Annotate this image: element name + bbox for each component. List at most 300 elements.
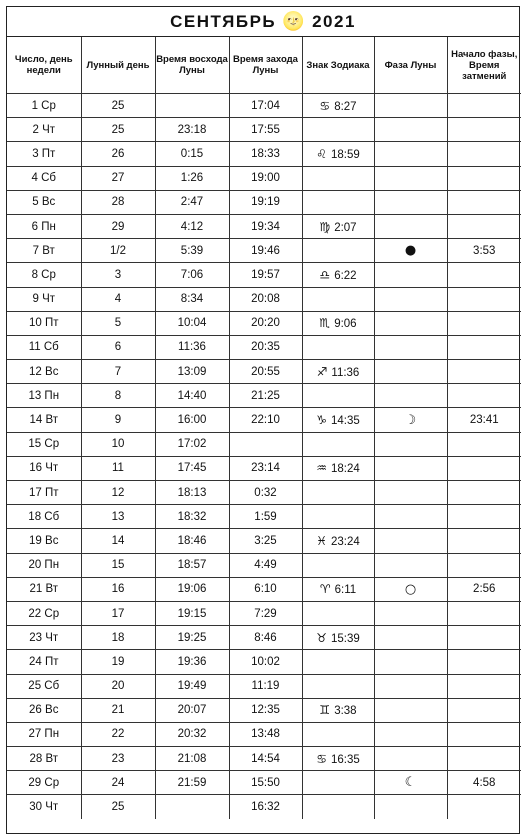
- cell-moonrise-value: 18:57: [177, 559, 207, 572]
- cell-moonset-value: 20:55: [251, 365, 280, 378]
- cell-date-value: 18 Сб: [28, 510, 60, 523]
- cell-moon-phase: [374, 118, 447, 142]
- cell-lunar-day: [81, 263, 155, 287]
- cell-moonrise-value: 17:02: [177, 438, 207, 451]
- cell-lunar-day: [81, 795, 155, 819]
- cell-phase-start-value: 2:56: [473, 583, 496, 596]
- cell-phase-start: [447, 698, 521, 722]
- cell-zodiac: [302, 481, 374, 505]
- cell-moonrise-value: 21:08: [177, 752, 207, 765]
- cell-zodiac: [302, 263, 374, 287]
- table-row: [7, 626, 521, 650]
- cell-moonrise: [155, 456, 229, 480]
- cell-moonrise: [155, 142, 229, 166]
- cell-lunar-day: [81, 505, 155, 529]
- table-row: [7, 142, 521, 166]
- table-row: [7, 190, 521, 214]
- cell-lunar-day: [81, 481, 155, 505]
- table-row: [7, 94, 521, 118]
- cell-phase-start: [447, 529, 521, 553]
- header-moonrise: Время восхода Луны: [155, 37, 229, 94]
- cell-moonset-value: 13:48: [251, 728, 280, 741]
- table-row: [7, 166, 521, 190]
- cell-date-value: 6 Пн: [31, 220, 56, 233]
- zodiac-sign-icon: ♑: [316, 413, 327, 428]
- cell-moonrise-value: 19:15: [177, 607, 207, 620]
- cell-moonset-value: 17:55: [251, 123, 280, 136]
- cell-phase-start-value: 4:58: [473, 776, 496, 789]
- cell-date-value: 19 Вс: [29, 534, 59, 547]
- cell-moonrise: [155, 505, 229, 529]
- table-row: [7, 674, 521, 698]
- cell-moonset: [229, 166, 302, 190]
- cell-lunar-day: [81, 432, 155, 456]
- cell-moonset: [229, 747, 302, 771]
- cell-lunar-day: [81, 408, 155, 432]
- cell-moonset-value: 6:10: [254, 583, 277, 596]
- cell-moonset-value: 7:29: [254, 607, 277, 620]
- cell-moonset-value: 19:19: [251, 196, 280, 209]
- cell-date: [7, 577, 81, 601]
- table-row: [7, 360, 521, 384]
- cell-lunar-day: [81, 335, 155, 359]
- cell-date: [7, 166, 81, 190]
- cell-lunar-day-value: 3: [114, 268, 122, 281]
- cell-moonset: [229, 239, 302, 263]
- cell-moon-phase-value: ☽: [404, 412, 417, 428]
- cell-date-value: 4 Сб: [31, 172, 56, 185]
- zodiac-time: 23:24: [330, 535, 360, 548]
- cell-zodiac: [302, 771, 374, 795]
- cell-moon-phase: [374, 795, 447, 819]
- cell-phase-start: [447, 456, 521, 480]
- cell-lunar-day: [81, 311, 155, 335]
- table-row: [7, 698, 521, 722]
- zodiac-sign-icon: ♈: [319, 582, 331, 597]
- cell-date: [7, 118, 81, 142]
- title-month: СЕНТЯБРЬ: [170, 11, 277, 31]
- cell-lunar-day-value: 18: [111, 631, 125, 644]
- header-moon-phase: Фаза Луны: [374, 37, 447, 94]
- table-row: [7, 287, 521, 311]
- cell-date: [7, 408, 81, 432]
- cell-phase-start: [447, 311, 521, 335]
- cell-lunar-day-value: 27: [111, 172, 125, 185]
- zodiac-time: 2:07: [334, 221, 357, 234]
- cell-zodiac: [302, 456, 374, 480]
- cell-moonset: [229, 722, 302, 746]
- cell-moonrise: [155, 577, 229, 601]
- cell-date: [7, 214, 81, 238]
- cell-moon-phase: [374, 650, 447, 674]
- cell-moonset: [229, 626, 302, 650]
- cell-lunar-day: [81, 722, 155, 746]
- cell-moonset: [229, 335, 302, 359]
- cell-lunar-day-value: 21: [111, 704, 125, 717]
- cell-lunar-day-value: 25: [111, 801, 125, 814]
- cell-moonrise: [155, 408, 229, 432]
- cell-moonrise: [155, 481, 229, 505]
- cell-moonset: [229, 650, 302, 674]
- cell-lunar-day-value: 13: [111, 510, 125, 523]
- cell-lunar-day-value: 28: [111, 196, 125, 209]
- cell-moonset: [229, 481, 302, 505]
- cell-zodiac: [302, 650, 374, 674]
- cell-lunar-day-value: 12: [111, 486, 125, 499]
- cell-date-value: 1 Ср: [31, 99, 56, 112]
- cell-moonset-value: 3:25: [254, 534, 277, 547]
- cell-moonrise-value: 19:49: [177, 680, 207, 693]
- table-row: [7, 263, 521, 287]
- cell-lunar-day: [81, 650, 155, 674]
- cell-moonrise: [155, 553, 229, 577]
- cell-moon-phase: [374, 553, 447, 577]
- cell-lunar-day: [81, 384, 155, 408]
- cell-date: [7, 311, 81, 335]
- cell-zodiac: [302, 626, 374, 650]
- cell-lunar-day-value: 11: [112, 462, 124, 475]
- cell-moonset-value: 16:32: [251, 801, 280, 814]
- cell-moonrise-value: 16:00: [177, 414, 207, 427]
- cell-moonrise: [155, 529, 229, 553]
- table-row: [7, 553, 521, 577]
- cell-zodiac: [302, 384, 374, 408]
- cell-moonset: [229, 214, 302, 238]
- cell-moonset-value: 14:54: [251, 752, 280, 765]
- table-body: [7, 94, 521, 819]
- cell-lunar-day: [81, 553, 155, 577]
- cell-date: [7, 553, 81, 577]
- zodiac-sign-icon: ♏: [319, 316, 331, 331]
- cell-zodiac: [302, 408, 374, 432]
- cell-moonrise-value: 19:25: [177, 631, 207, 644]
- cell-date-value: 30 Чт: [29, 801, 59, 814]
- cell-moon-phase: [374, 263, 447, 287]
- cell-date-value: 17 Пт: [28, 486, 59, 499]
- cell-moonrise: [155, 166, 229, 190]
- cell-lunar-day: [81, 626, 155, 650]
- cell-moonrise-value: 0:15: [180, 147, 204, 160]
- table-row: [7, 408, 521, 432]
- zodiac-sign-icon: ♐: [316, 364, 328, 379]
- cell-moon-phase: [374, 94, 447, 118]
- cell-moonrise-value: 20:07: [177, 704, 207, 717]
- cell-moon-phase: [374, 166, 447, 190]
- zodiac-time: 16:35: [330, 753, 360, 766]
- cell-lunar-day-value: 20: [111, 680, 125, 693]
- cell-zodiac: [302, 432, 374, 456]
- cell-moonrise: [155, 747, 229, 771]
- cell-phase-start: [447, 335, 521, 359]
- cell-phase-start-value: 23:41: [469, 414, 499, 427]
- table-row: [7, 505, 521, 529]
- cell-date-value: 25 Сб: [28, 680, 60, 693]
- cell-lunar-day: [81, 698, 155, 722]
- cell-moonset: [229, 601, 302, 625]
- cell-lunar-day: [81, 94, 155, 118]
- cell-phase-start: [447, 795, 521, 819]
- cell-phase-start: [447, 94, 521, 118]
- cell-date: [7, 722, 81, 746]
- cell-moon-phase: [374, 142, 447, 166]
- zodiac-sign-icon: ♋: [316, 751, 327, 766]
- cell-moonset: [229, 94, 302, 118]
- cell-phase-start: [447, 722, 521, 746]
- cell-phase-start: [447, 650, 521, 674]
- cell-moonset: [229, 432, 302, 456]
- cell-moonset-value: 20:08: [251, 293, 280, 306]
- cell-phase-start: [447, 239, 521, 263]
- cell-moonset: [229, 360, 302, 384]
- cell-moonset-value: 19:00: [251, 172, 280, 185]
- cell-moonset: [229, 384, 302, 408]
- cell-lunar-day: [81, 166, 155, 190]
- zodiac-sign-icon: ♒: [316, 461, 327, 476]
- cell-date: [7, 650, 81, 674]
- cell-lunar-day: [81, 456, 155, 480]
- table-row: [7, 771, 521, 795]
- cell-moon-phase: [374, 384, 447, 408]
- table-row: [7, 577, 521, 601]
- zodiac-sign-icon: ♉: [316, 630, 327, 645]
- cell-date-value: 24 Пт: [28, 655, 59, 668]
- zodiac-sign-icon: ♓: [316, 533, 327, 548]
- cell-phase-start: [447, 674, 521, 698]
- table-row: [7, 481, 521, 505]
- cell-moon-phase-value: ●: [404, 243, 417, 259]
- cell-date: [7, 481, 81, 505]
- cell-date-value: 3 Пт: [32, 147, 56, 160]
- cell-phase-start: [447, 481, 521, 505]
- cell-moonset: [229, 577, 302, 601]
- cell-date-value: 20 Пн: [28, 559, 60, 572]
- table-row: [7, 311, 521, 335]
- cell-moonset: [229, 142, 302, 166]
- cell-date-value: 12 Вс: [29, 365, 59, 378]
- cell-moonrise-value: 20:32: [177, 728, 207, 741]
- cell-lunar-day: [81, 771, 155, 795]
- cell-phase-start: [447, 142, 521, 166]
- cell-date: [7, 698, 81, 722]
- cell-moonrise: [155, 601, 229, 625]
- cell-moonset: [229, 553, 302, 577]
- cell-phase-start: [447, 118, 521, 142]
- cell-lunar-day-value: 15: [111, 559, 125, 572]
- table-header-row: [7, 37, 521, 94]
- cell-moonset-value: 12:35: [251, 704, 280, 717]
- cell-lunar-day-value: 22: [111, 728, 125, 741]
- cell-lunar-day-value: 14: [111, 534, 125, 547]
- cell-lunar-day-value: 19: [111, 655, 125, 668]
- cell-moonrise: [155, 360, 229, 384]
- cell-zodiac: [302, 722, 374, 746]
- zodiac-time: 8:27: [334, 100, 357, 113]
- cell-date-value: 16 Чт: [29, 462, 59, 475]
- cell-moon-phase: [374, 505, 447, 529]
- cell-moon-phase-value: ☾: [404, 775, 417, 791]
- cell-moonset-value: 4:49: [254, 559, 277, 572]
- cell-phase-start: [447, 360, 521, 384]
- header-moonset: Время захода Луны: [229, 37, 302, 94]
- cell-zodiac: [302, 287, 374, 311]
- cell-moon-phase: [374, 432, 447, 456]
- cell-moonrise-value: 18:32: [177, 510, 207, 523]
- cell-moon-phase: [374, 747, 447, 771]
- cell-moon-phase: [374, 771, 447, 795]
- cell-zodiac: [302, 94, 374, 118]
- cell-phase-start: [447, 384, 521, 408]
- zodiac-time: 18:59: [330, 148, 360, 161]
- cell-moonset-value: 20:35: [251, 341, 280, 354]
- cell-zodiac: [302, 335, 374, 359]
- zodiac-sign-icon: ♊: [319, 703, 331, 718]
- zodiac-sign-icon: ♋: [319, 98, 331, 113]
- cell-phase-start: [447, 553, 521, 577]
- cell-date-value: 22 Ср: [28, 607, 60, 620]
- cell-lunar-day-value: 24: [111, 776, 125, 789]
- cell-date: [7, 505, 81, 529]
- zodiac-time: 6:11: [334, 584, 357, 597]
- cell-moonset-value: 0:32: [254, 486, 277, 499]
- cell-moonrise-value: 21:59: [177, 776, 207, 789]
- cell-moonset-value: 15:50: [251, 776, 280, 789]
- cell-date: [7, 239, 81, 263]
- cell-date: [7, 94, 81, 118]
- cell-lunar-day: [81, 118, 155, 142]
- cell-moonset: [229, 311, 302, 335]
- cell-moonrise-value: 2:47: [180, 196, 204, 209]
- cell-moonrise: [155, 722, 229, 746]
- cell-date: [7, 384, 81, 408]
- zodiac-sign-icon: ♌: [316, 146, 327, 161]
- cell-phase-start: [447, 166, 521, 190]
- cell-date: [7, 674, 81, 698]
- cell-lunar-day-value: 9: [114, 414, 122, 427]
- cell-moonrise: [155, 287, 229, 311]
- cell-moonset-value: 23:14: [251, 462, 280, 475]
- cell-phase-start: [447, 747, 521, 771]
- cell-moonrise: [155, 650, 229, 674]
- cell-moonrise-value: 13:09: [177, 365, 207, 378]
- header-date: Число, день недели: [7, 37, 81, 94]
- cell-moonrise: [155, 239, 229, 263]
- calendar-frame: [6, 6, 520, 834]
- cell-lunar-day-value: 23: [111, 752, 125, 765]
- cell-moonset-value: 1:59: [254, 510, 277, 523]
- cell-moonset-value: 19:57: [251, 268, 280, 281]
- cell-moon-phase: [374, 214, 447, 238]
- cell-date: [7, 287, 81, 311]
- cell-zodiac: [302, 118, 374, 142]
- cell-lunar-day-value: 26: [111, 147, 125, 160]
- cell-zodiac: [302, 529, 374, 553]
- cell-zodiac: [302, 795, 374, 819]
- cell-zodiac: [302, 674, 374, 698]
- table-row: [7, 239, 521, 263]
- cell-moon-phase: [374, 674, 447, 698]
- cell-moonrise-value: 19:06: [177, 583, 207, 596]
- page-title: [7, 7, 519, 37]
- cell-moonrise-value: 10:04: [177, 317, 207, 330]
- cell-date: [7, 456, 81, 480]
- cell-date-value: 23 Чт: [29, 631, 59, 644]
- cell-lunar-day-value: 5: [114, 317, 122, 330]
- table-row: [7, 335, 521, 359]
- cell-phase-start: [447, 432, 521, 456]
- cell-moonset: [229, 456, 302, 480]
- cell-moonset-value: 20:20: [251, 317, 280, 330]
- table-row: [7, 456, 521, 480]
- cell-lunar-day: [81, 287, 155, 311]
- cell-date: [7, 795, 81, 819]
- table-row: [7, 650, 521, 674]
- cell-moonset: [229, 190, 302, 214]
- cell-phase-start: [447, 287, 521, 311]
- cell-date-value: 14 Вт: [29, 414, 59, 427]
- cell-moonrise-value: 23:18: [177, 123, 207, 136]
- cell-moonrise-value: 5:39: [180, 244, 204, 257]
- cell-lunar-day-value: 10: [111, 438, 125, 451]
- cell-lunar-day-value: 6: [114, 341, 122, 354]
- cell-lunar-day: [81, 674, 155, 698]
- cell-date-value: 21 Вт: [29, 583, 59, 596]
- cell-lunar-day: [81, 747, 155, 771]
- cell-moonset-value: 18:33: [251, 147, 280, 160]
- cell-phase-start: [447, 263, 521, 287]
- cell-lunar-day: [81, 190, 155, 214]
- cell-moonrise-value: 14:40: [177, 389, 207, 402]
- cell-phase-start-value: 3:53: [473, 244, 496, 257]
- cell-date: [7, 747, 81, 771]
- cell-date: [7, 335, 81, 359]
- cell-moonrise-value: 11:36: [178, 341, 206, 354]
- cell-moonrise: [155, 335, 229, 359]
- cell-phase-start: [447, 626, 521, 650]
- cell-moonset-value: 10:02: [251, 655, 280, 668]
- cell-moonrise-value: 18:46: [177, 534, 207, 547]
- cell-moonset: [229, 795, 302, 819]
- cell-phase-start: [447, 190, 521, 214]
- cell-phase-start: [447, 505, 521, 529]
- cell-zodiac: [302, 166, 374, 190]
- cell-moonrise: [155, 432, 229, 456]
- cell-moonrise: [155, 263, 229, 287]
- table-row: [7, 432, 521, 456]
- cell-moonset: [229, 263, 302, 287]
- zodiac-time: 9:06: [334, 318, 357, 331]
- cell-zodiac: [302, 142, 374, 166]
- cell-date-value: 5 Вс: [32, 196, 56, 209]
- cell-lunar-day-value: 29: [111, 220, 125, 233]
- cell-moonset-value: 19:46: [251, 244, 280, 257]
- cell-moonset-value: 11:19: [251, 680, 280, 693]
- cell-moonset: [229, 674, 302, 698]
- cell-date: [7, 626, 81, 650]
- cell-moon-phase: [374, 698, 447, 722]
- cell-date-value: 27 Пн: [28, 728, 60, 741]
- table-row: [7, 384, 521, 408]
- cell-date: [7, 771, 81, 795]
- cell-lunar-day: [81, 214, 155, 238]
- lunar-calendar-table: [7, 37, 521, 819]
- cell-moonrise: [155, 698, 229, 722]
- cell-moonset: [229, 505, 302, 529]
- header-zodiac: Знак Зодиака: [302, 37, 374, 94]
- cell-moonrise: [155, 795, 229, 819]
- table-row: [7, 795, 521, 819]
- cell-date-value: 8 Ср: [31, 268, 56, 281]
- cell-lunar-day-value: 25: [111, 99, 125, 112]
